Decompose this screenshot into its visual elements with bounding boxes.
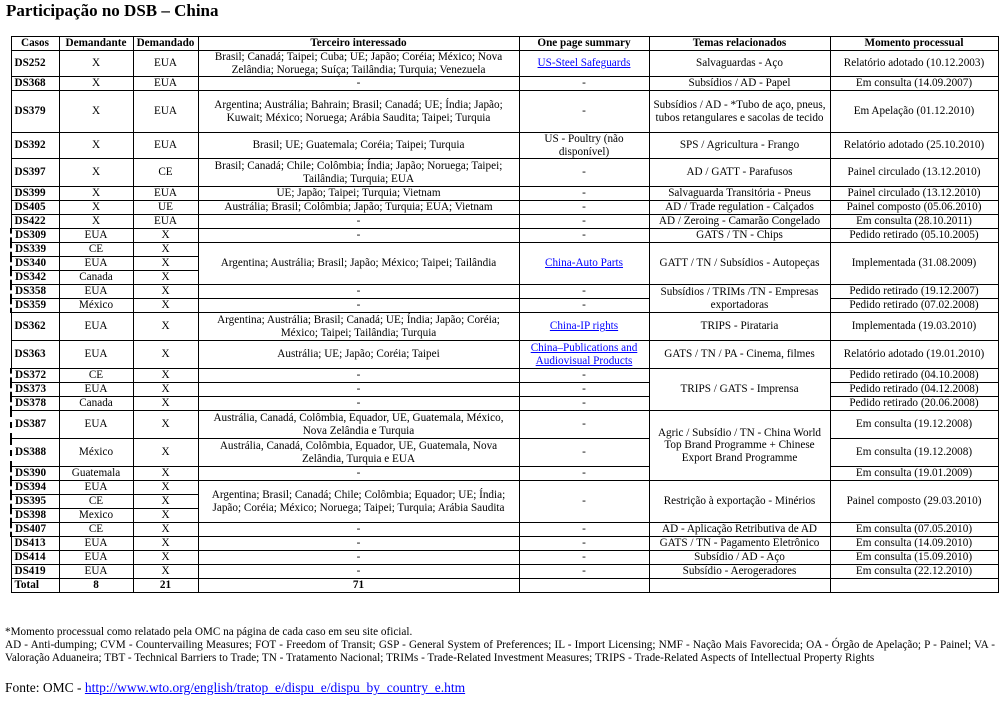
case-id: DS363 [11, 341, 59, 369]
case-id: DS390 [11, 467, 59, 481]
momento: Implementada (31.08.2009) [830, 243, 998, 285]
table-row [11, 551, 998, 565]
case-id: DS387 [11, 411, 59, 439]
summary: - [519, 215, 649, 229]
case-id: DS405 [11, 201, 59, 215]
terceiro: - [198, 77, 519, 91]
summary: - [519, 565, 649, 579]
demandado: X [133, 383, 198, 397]
source-line [5, 680, 465, 696]
table-row [11, 523, 998, 537]
summary: - [519, 229, 649, 243]
tema: SPS / Agricultura - Frango [649, 133, 830, 159]
demandante: CE [59, 523, 133, 537]
total-demandante: 8 [59, 579, 133, 593]
momento: Em consulta (14.09.2007) [830, 77, 998, 91]
tema: GATT / TN / Subsídios - Autopeças [649, 243, 830, 285]
tema: TRIPS / GATS - Imprensa [649, 369, 830, 411]
table-row [11, 467, 998, 481]
demandante: EUA [59, 285, 133, 299]
case-id: DS398 [11, 509, 59, 523]
table-row [11, 243, 998, 257]
summary: - [519, 77, 649, 91]
demandante: Canada [59, 397, 133, 411]
terceiro: - [198, 229, 519, 243]
demandante: EUA [59, 341, 133, 369]
table-row [11, 313, 998, 341]
momento: Painel circulado (13.12.2010) [830, 159, 998, 187]
momento: Pedido retirado (19.12.2007) [830, 285, 998, 299]
terceiro: Austrália; UE; Japão; Coréia; Taipei [198, 341, 519, 369]
dsb-table [10, 36, 999, 593]
terceiro: - [198, 397, 519, 411]
demandante: X [59, 201, 133, 215]
summary: - [519, 523, 649, 537]
demandado: X [133, 537, 198, 551]
demandante: EUA [59, 565, 133, 579]
demandado: EUA [133, 77, 198, 91]
table-row [11, 201, 998, 215]
footnote: *Momento processual como relatado pela OMC na página de cada caso em seu site oficial. [5, 626, 413, 638]
terceiro: - [198, 551, 519, 565]
momento: Implementada (19.03.2010) [830, 313, 998, 341]
momento: Relatório adotado (10.12.2003) [830, 51, 998, 77]
demandado: X [133, 495, 198, 509]
case-id: DS373 [11, 383, 59, 397]
total-empty [519, 579, 649, 593]
tema: AD / Zeroing - Camarão Congelado [649, 215, 830, 229]
terceiro: - [198, 383, 519, 397]
demandante: CE [59, 243, 133, 257]
terceiro: - [198, 299, 519, 313]
total-label: Total [11, 579, 59, 593]
terceiro: Brasil; UE; Guatemala; Coréia; Taipei; Turquia [198, 133, 519, 159]
tema: Subsídios / TRIMs /TN - Empresas exportadoras [649, 285, 830, 313]
table-row [11, 439, 998, 467]
header-terceiro: Terceiro interessado [198, 37, 519, 51]
demandado: X [133, 411, 198, 439]
source-label: Fonte: OMC - [5, 680, 85, 695]
demandante: EUA [59, 257, 133, 271]
summary: - [519, 551, 649, 565]
momento: Pedido retirado (07.02.2008) [830, 299, 998, 313]
tema: GATS / TN - Pagamento Eletrônico [649, 537, 830, 551]
summary-cell [519, 341, 649, 369]
demandante: X [59, 133, 133, 159]
tema: Salvaguarda Transitória - Pneus [649, 187, 830, 201]
demandante: EUA [59, 411, 133, 439]
momento: Painel composto (29.03.2010) [830, 481, 998, 523]
abbreviations-note: AD - Anti-dumping; CVM - Countervailing Measures; FOT - Freedom of Transit; GSP - General System of Preferences; IL - Import Licensing; NMF - Nação Mais Favorecida; OA - Órgão de Apelação; P - Painel; VA - Valoração Aduaneira; TBT - Technical Barriers to Trade; TN - Tratamento Nacional; TRIMs - Trade-Related Investment Measures; TRIPS - Trade-Related Aspects of Intellectual Property Rights [5, 639, 995, 664]
momento: Em consulta (28.10.2011) [830, 215, 998, 229]
table-row [11, 411, 998, 439]
tema: Restrição à exportação - Minérios [649, 481, 830, 523]
summary: - [519, 285, 649, 299]
tema: TRIPS - Pirataria [649, 313, 830, 341]
demandado: X [133, 369, 198, 383]
terceiro: Argentina; Brasil; Canadá; Chile; Colômbia; Equador; UE; Índia; Japão; Coréia; México; Noruega; Taipei; Turquia; Arábia Saudita [198, 481, 519, 523]
summary: - [519, 397, 649, 411]
case-id: DS407 [11, 523, 59, 537]
momento: Pedido retirado (04.10.2008) [830, 369, 998, 383]
demandado: EUA [133, 51, 198, 77]
demandado: X [133, 509, 198, 523]
demandante: Mexico [59, 509, 133, 523]
demandante: EUA [59, 481, 133, 495]
case-id: DS414 [11, 551, 59, 565]
summary: US - Poultry (não disponível) [519, 133, 649, 159]
case-id: DS339 [11, 243, 59, 257]
tema: Salvaguardas - Aço [649, 51, 830, 77]
terceiro: - [198, 537, 519, 551]
case-id: DS379 [11, 91, 59, 133]
demandante: CE [59, 369, 133, 383]
tema: GATS / TN / PA - Cinema, filmes [649, 341, 830, 369]
case-id: DS362 [11, 313, 59, 341]
case-id: DS309 [11, 229, 59, 243]
summary: - [519, 467, 649, 481]
terceiro: Austrália; Brasil; Colômbia; Japão; Turquia; EUA; Vietnam [198, 201, 519, 215]
demandante: X [59, 159, 133, 187]
demandado: X [133, 271, 198, 285]
table-row [11, 285, 998, 299]
demandante: EUA [59, 383, 133, 397]
terceiro: Argentina; Austrália; Brasil; Japão; México; Taipei; Tailândia [198, 243, 519, 285]
summary-cell [519, 243, 649, 285]
momento: Em Apelação (01.12.2010) [830, 91, 998, 133]
summary: - [519, 299, 649, 313]
demandado: X [133, 481, 198, 495]
demandado: CE [133, 159, 198, 187]
momento: Relatório adotado (19.01.2010) [830, 341, 998, 369]
summary: - [519, 383, 649, 397]
terceiro: - [198, 565, 519, 579]
table-row [11, 481, 998, 495]
total-demandado: 21 [133, 579, 198, 593]
momento: Em consulta (15.09.2010) [830, 551, 998, 565]
total-row [11, 579, 998, 593]
case-id: DS252 [11, 51, 59, 77]
case-id: DS372 [11, 369, 59, 383]
momento: Em consulta (22.12.2010) [830, 565, 998, 579]
momento: Pedido retirado (20.06.2008) [830, 397, 998, 411]
table-row [11, 537, 998, 551]
terceiro: Argentina; Austrália; Bahrain; Brasil; Canadá; UE; Índia; Japão; Kuwait; México; Noruega; Arábia Saudita; Taipei; Turquia [198, 91, 519, 133]
demandado: UE [133, 201, 198, 215]
summary: - [519, 91, 649, 133]
terceiro: - [198, 285, 519, 299]
header-row [11, 37, 998, 51]
demandado: EUA [133, 187, 198, 201]
case-id: DS340 [11, 257, 59, 271]
demandado: EUA [133, 215, 198, 229]
demandante: CE [59, 495, 133, 509]
case-id: DS422 [11, 215, 59, 229]
demandante: Guatemala [59, 467, 133, 481]
tema: Subsídio / AD - Aço [649, 551, 830, 565]
summary: - [519, 439, 649, 467]
momento: Em consulta (14.09.2010) [830, 537, 998, 551]
header-temas: Temas relacionados [649, 37, 830, 51]
table-row [11, 187, 998, 201]
terceiro: - [198, 467, 519, 481]
demandado: X [133, 523, 198, 537]
tema: AD / GATT - Parafusos [649, 159, 830, 187]
demandado: EUA [133, 91, 198, 133]
demandado: X [133, 229, 198, 243]
demandado: X [133, 439, 198, 467]
summary: - [519, 187, 649, 201]
summary-link[interactable]: China-IP rights [549, 320, 619, 333]
tema: Subsídios / AD - Papel [649, 77, 830, 91]
table-row [11, 133, 998, 159]
summary-cell [519, 51, 649, 77]
tema: Subsídios / AD - *Tubo de aço, pneus, tubos retangulares e sacolas de tecido [649, 91, 830, 133]
header-demandado: Demandado [133, 37, 198, 51]
terceiro: Brasil; Canadá; Chile; Colômbia; Índia; Japão; Noruega; Taipei; Tailândia; Turquia; EUA [198, 159, 519, 187]
table-row [11, 397, 998, 411]
demandado: X [133, 257, 198, 271]
summary: - [519, 537, 649, 551]
demandado: X [133, 565, 198, 579]
demandante: X [59, 91, 133, 133]
header-summary: One page summary [519, 37, 649, 51]
case-id: DS395 [11, 495, 59, 509]
tema: Agric / Subsídio / TN - China World Top Brand Programme + Chinese Export Brand Programme [649, 411, 830, 481]
demandado: X [133, 299, 198, 313]
demandante: EUA [59, 537, 133, 551]
demandado: X [133, 341, 198, 369]
case-id: DS388 [11, 439, 59, 467]
summary: - [519, 201, 649, 215]
demandante: EUA [59, 551, 133, 565]
case-id: DS394 [11, 481, 59, 495]
case-id: DS413 [11, 537, 59, 551]
table-row [11, 369, 998, 383]
tema: GATS / TN - Chips [649, 229, 830, 243]
tema: AD / Trade regulation - Calçados [649, 201, 830, 215]
momento: Em consulta (07.05.2010) [830, 523, 998, 537]
table-row [11, 215, 998, 229]
demandante: EUA [59, 313, 133, 341]
summary: - [519, 411, 649, 439]
terceiro: - [198, 215, 519, 229]
case-id: DS378 [11, 397, 59, 411]
case-id: DS397 [11, 159, 59, 187]
case-id: DS392 [11, 133, 59, 159]
momento: Em consulta (19.12.2008) [830, 439, 998, 467]
demandado: X [133, 397, 198, 411]
summary-link[interactable]: China–Publications and Audiovisual Products [530, 342, 638, 367]
tema: Subsídio - Aerogeradores [649, 565, 830, 579]
case-id: DS399 [11, 187, 59, 201]
demandado: X [133, 551, 198, 565]
demandado: X [133, 467, 198, 481]
summary: - [519, 369, 649, 383]
table-row [11, 159, 998, 187]
summary: - [519, 481, 649, 523]
tema: AD - Aplicação Retributiva de AD [649, 523, 830, 537]
table-row [11, 341, 998, 369]
case-id: DS368 [11, 77, 59, 91]
case-id: DS342 [11, 271, 59, 285]
table-row [11, 383, 998, 397]
momento: Painel circulado (13.12.2010) [830, 187, 998, 201]
source-link[interactable]: http://www.wto.org/english/tratop_e/dispu_e/dispu_by_country_e.htm [84, 680, 466, 695]
total-empty [649, 579, 830, 593]
terceiro: Austrália, Canadá, Colômbia, Equador, UE, Guatemala, Nova Zelândia, Turquia e EUA [198, 439, 519, 467]
momento: Em consulta (19.12.2008) [830, 411, 998, 439]
momento: Pedido retirado (05.10.2005) [830, 229, 998, 243]
summary: - [519, 159, 649, 187]
terceiro: Brasil; Canadá; Taipei; Cuba; UE; Japão; Coréia; México; Nova Zelândia; Noruega; Suíça; Tailândia; Turquia; Venezuela [198, 51, 519, 77]
header-casos: Casos [11, 37, 59, 51]
page-title: Participação no DSB – China [6, 1, 219, 20]
demandante: X [59, 187, 133, 201]
header-momento: Momento processual [830, 37, 998, 51]
summary-link[interactable]: US-Steel Safeguards [537, 57, 631, 70]
table-row [11, 565, 998, 579]
summary-cell [519, 313, 649, 341]
table-row [11, 229, 998, 243]
header-demandante: Demandante [59, 37, 133, 51]
demandante: X [59, 215, 133, 229]
total-empty [830, 579, 998, 593]
terceiro: - [198, 369, 519, 383]
demandante: EUA [59, 229, 133, 243]
demandante: Canada [59, 271, 133, 285]
terceiro: Austrália, Canadá, Colômbia, Equador, UE, Guatemala, México, Nova Zelândia e Turquia [198, 411, 519, 439]
momento: Relatório adotado (25.10.2010) [830, 133, 998, 159]
momento: Em consulta (19.01.2009) [830, 467, 998, 481]
table-row [11, 77, 998, 91]
demandante: México [59, 439, 133, 467]
table-row [11, 51, 998, 77]
demandado: X [133, 285, 198, 299]
demandante: X [59, 51, 133, 77]
table-row [11, 299, 998, 313]
table-row [11, 91, 998, 133]
momento: Pedido retirado (04.12.2008) [830, 383, 998, 397]
momento: Painel composto (05.06.2010) [830, 201, 998, 215]
demandante: México [59, 299, 133, 313]
demandado: EUA [133, 133, 198, 159]
summary-link[interactable]: China-Auto Parts [545, 257, 623, 270]
terceiro: UE; Japão; Taipei; Turquia; Vietnam [198, 187, 519, 201]
demandado: X [133, 243, 198, 257]
terceiro: Argentina; Austrália; Brasil; Canadá; UE; Índia; Japão; Coréia; México; Taipei; Tailândia; Turquia [198, 313, 519, 341]
terceiro: - [198, 523, 519, 537]
case-id: DS419 [11, 565, 59, 579]
total-terceiro: 71 [198, 579, 519, 593]
case-id: DS358 [11, 285, 59, 299]
demandante: X [59, 77, 133, 91]
demandado: X [133, 313, 198, 341]
case-id: DS359 [11, 299, 59, 313]
